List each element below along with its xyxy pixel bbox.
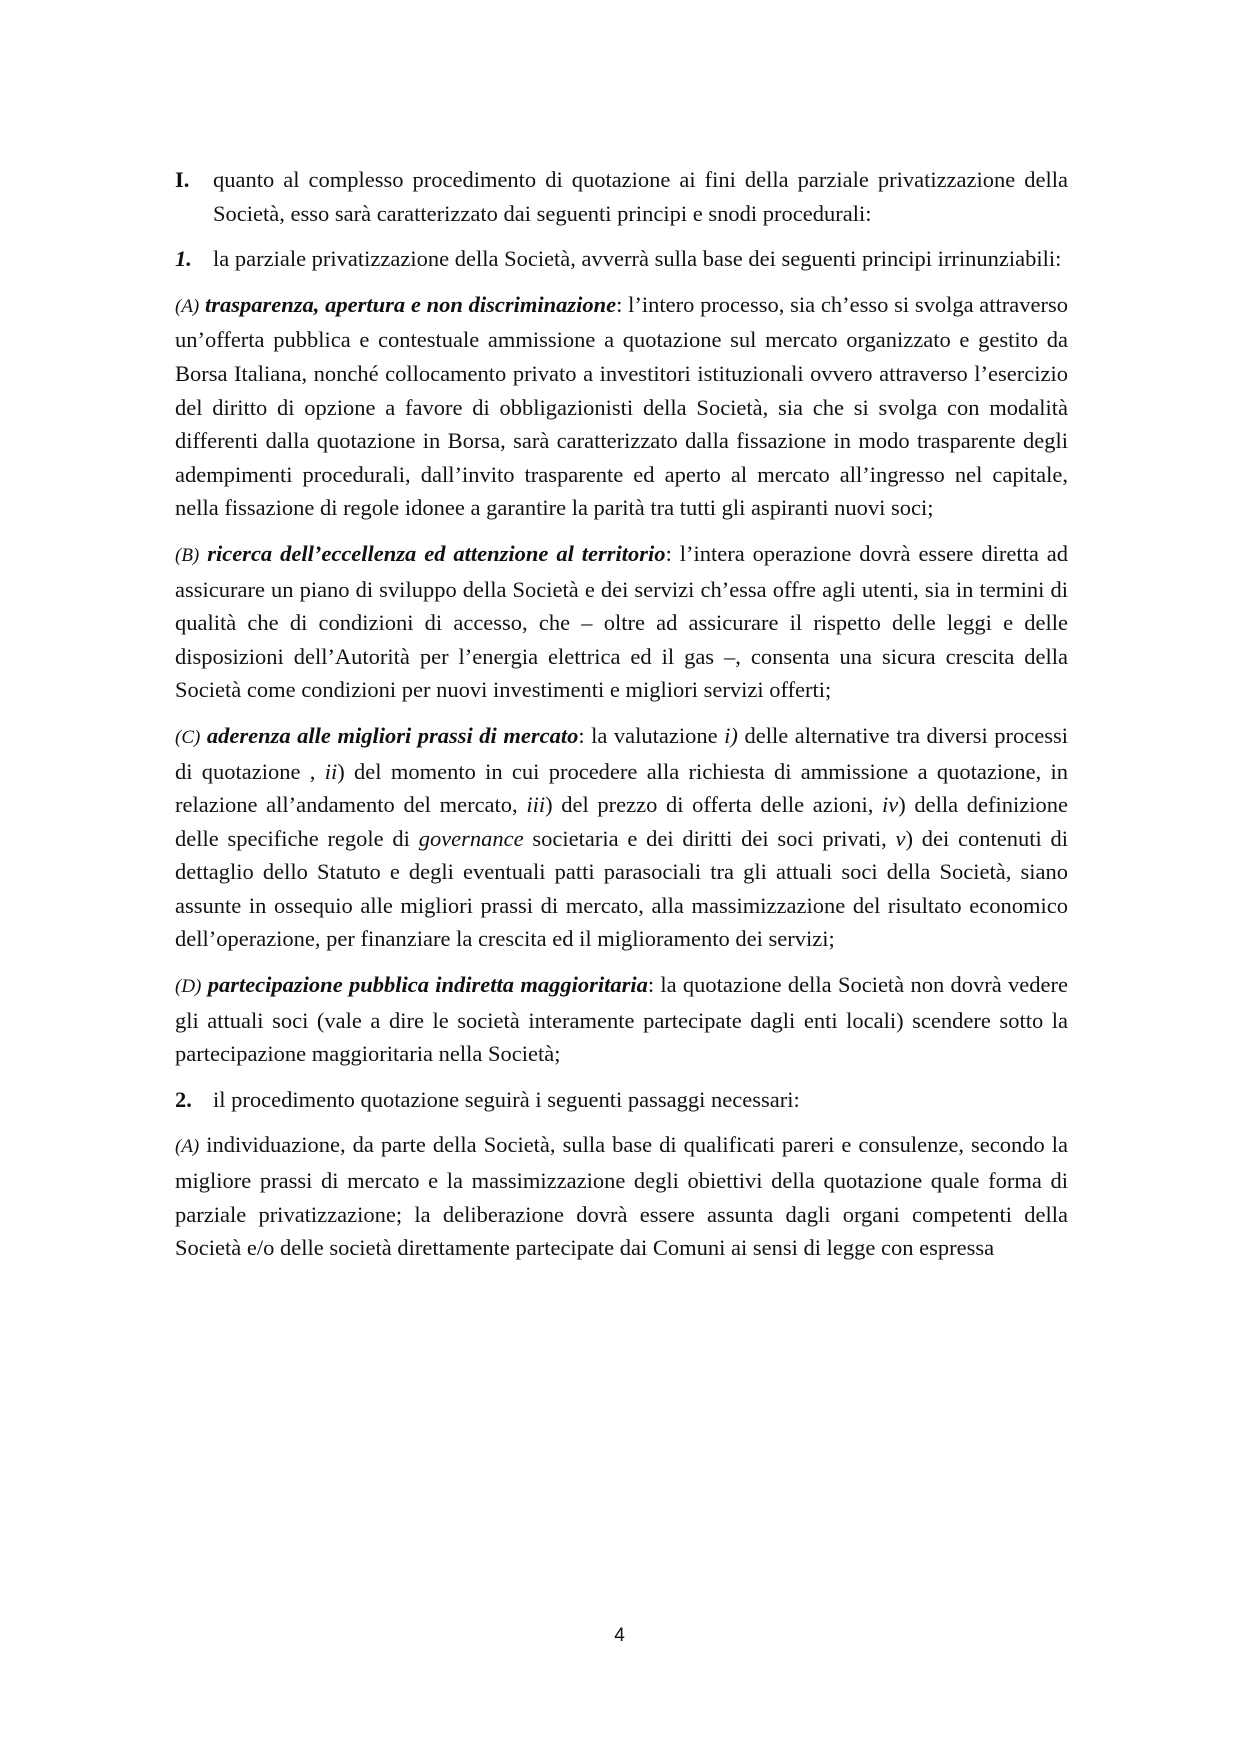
item-text: la parziale privatizzazione della Società, avverrà sulla base dei seguenti principi irrinunziabili:	[213, 246, 1062, 272]
principle-text: : l’intero processo, sia ch’esso si svolga attraverso un’offerta pubblica e contestuale ammissione a quotazione sul mercato organizzato e gestito da Borsa Italiana, nonché collocamento privato a investitori istituzionali ovvero attraverso l’esercizio del diritto di opzione a favore di obbligazionisti della Società, sia che si svolga con modalità differenti dalla quotazione in Borsa, sarà caratterizzato dalla fissazione in modo trasparente degli adempimenti procedurali, dall’invito trasparente ed aperto al mercato all’ingresso nel capitale, nella fissazione di regole idonee a garantire la parità tra tutti gli aspiranti nuovi soci;	[175, 291, 1068, 521]
page-number: 4	[614, 1625, 625, 1646]
item-text: il procedimento quotazione seguirà i seguenti passaggi necessari:	[213, 1086, 800, 1112]
principle-a	[175, 288, 1068, 525]
principle-d	[175, 968, 1068, 1071]
text-segment: ) dei contenuti di dettaglio dello Statuto e degli eventuali patti parasociali tra gli attuali soci della Società, siano assunte in ossequio alle migliori prassi di mercato, alla massimizzazione del risultato economico dell’operazione, per finanziare la crescita ed il miglioramento dei servizi;	[175, 825, 1068, 952]
text-segment: societaria e dei diritti dei soci privati,	[523, 825, 896, 851]
principle-heading: trasparenza, apertura e non discriminazione	[205, 291, 617, 317]
item-marker: I.	[175, 167, 190, 192]
text-segment: iii	[526, 792, 546, 818]
text-segment: ii	[324, 758, 338, 784]
principle-tag: (B)	[175, 544, 200, 566]
page-content	[175, 163, 1068, 1277]
step-tag: (A)	[175, 1136, 200, 1158]
principle-c	[175, 719, 1068, 956]
item-text: quanto al complesso procedimento di quotazione ai fini della parziale privatizzazione della Società, esso sarà caratterizzato dai seguenti principi e snodi procedurali:	[213, 167, 1068, 226]
principle-heading: ricerca dell’eccellenza ed attenzione al territorio	[207, 540, 666, 566]
list-item-numbered-1	[175, 242, 1068, 276]
text-segment: delle alternative tra diversi processi di quotazione ,	[175, 722, 1068, 784]
text-segment: ) del momento in cui procedere alla richiesta di ammissione a quotazione, in relazione all’andamento del mercato,	[175, 758, 1068, 818]
text-segment: ) del prezzo di offerta delle azioni,	[545, 792, 882, 818]
step-a	[175, 1128, 1068, 1264]
step-text: individuazione, da parte della Società, sulla base di qualificati pareri e consulenze, secondo la migliore prassi di mercato e la massimizzazione degli obiettivi della quotazione quale forma di parziale privatizzazione; la deliberazione dovrà essere assunta dagli organi competenti della Società e/o delle società direttamente partecipate dai Comuni ai sensi di legge con espressa	[175, 1132, 1068, 1261]
text-segment: v	[895, 825, 906, 851]
text-segment: i)	[724, 722, 738, 748]
text-segment: : la valutazione	[578, 722, 725, 748]
text-segment: iv	[882, 792, 899, 818]
principle-tag: (C)	[175, 726, 201, 748]
principle-text	[175, 723, 1068, 952]
principle-b	[175, 537, 1068, 707]
list-item-numbered-2	[175, 1083, 1068, 1117]
text-segment: ) della definizione delle specifiche regole di	[175, 792, 1068, 851]
principle-tag: (A)	[175, 295, 200, 317]
list-item-roman-1	[175, 163, 1068, 230]
principle-text: : la quotazione della Società non dovrà vedere gli attuali soci (vale a dire le società interamente partecipate dagli enti locali) scendere sotto la partecipazione maggioritaria nella Società;	[175, 972, 1068, 1067]
item-marker: 1.	[175, 246, 192, 272]
principle-heading: aderenza alle migliori prassi di mercato	[206, 722, 579, 748]
text-segment: governance	[418, 825, 524, 851]
item-marker: 2.	[175, 1086, 192, 1112]
principle-heading: partecipazione pubblica indiretta maggioritaria	[207, 972, 648, 998]
principle-tag: (D)	[175, 976, 202, 998]
principle-text: : l’intera operazione dovrà essere diretta ad assicurare un piano di sviluppo della Società e dei servizi ch’essa offre agli utenti, sia in termini di qualità che di condizioni di accesso, che – oltre ad assicurare il rispetto delle leggi e delle disposizioni dell’Autorità per l’energia elettrica ed il gas –, consenta una sicura crescita della Società come condizioni per nuovi investimenti e migliori servizi offerti;	[175, 540, 1068, 703]
